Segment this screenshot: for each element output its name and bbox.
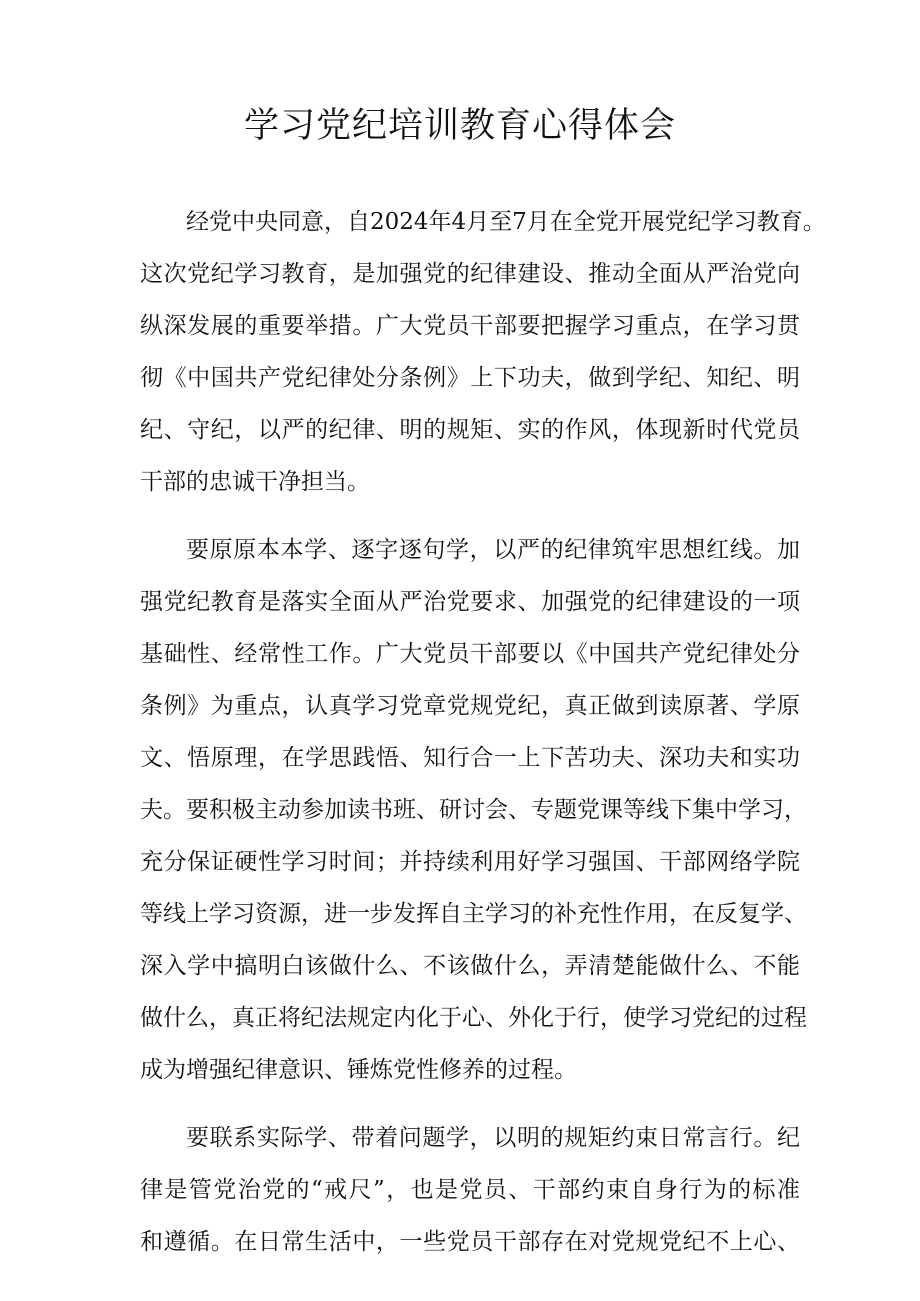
paragraph-line: 基础性、经常性工作。广大党员干部要以《中国共产党纪律处分: [140, 641, 800, 667]
paragraph-line: 等线上学习资源，进一步发挥自主学习的补充性作用，在反复学、: [140, 901, 807, 927]
paragraph-line: 文、悟原理，在学思践悟、知行合一上下苦功夫、深功夫和实功: [140, 745, 800, 771]
paragraph-line: 做什么，真正将纪法规定内化于心、外化于行，使学习党纪的过程: [140, 1005, 807, 1031]
paragraph-line: 深入学中搞明白该做什么、不该做什么，弄清楚能做什么、不能: [140, 953, 800, 979]
paragraph-line: 律是管党治党的“戒尺”，也是党员、干部约束自身行为的标准: [140, 1177, 800, 1203]
paragraph-line: 彻《中国共产党纪律处分条例》上下功夫，做到学纪、知纪、明: [140, 365, 800, 391]
paragraph-line: 纵深发展的重要举措。广大党员干部要把握学习重点，在学习贯: [140, 313, 800, 339]
paragraph-line: 纪、守纪，以严的纪律、明的规矩、实的作风，体现新时代党员: [140, 417, 800, 443]
paragraph-line: 成为增强纪律意识、锤炼党性修养的过程。: [140, 1057, 577, 1083]
paragraph-2: [140, 524, 807, 1096]
paragraph-1: [140, 196, 826, 508]
paragraph-line: 要原原本本学、逐字逐句学，以严的纪律筑牢思想红线。加: [186, 537, 800, 563]
paragraph-line: 充分保证硬性学习时间；并持续利用好学习强国、干部网络学院: [140, 849, 800, 875]
paragraph-line: 夫。要积极主动参加读书班、研讨会、专题党课等线下集中学习，: [140, 797, 807, 823]
paragraph-line: 条例》为重点，认真学习党章党规党纪，真正做到读原著、学原: [140, 693, 800, 719]
paragraph-3: [140, 1112, 800, 1268]
paragraph-line: 经党中央同意，自2024年4月至7月在全党开展党纪学习教育。: [186, 209, 826, 235]
paragraph-line: 要联系实际学、带着问题学，以明的规矩约束日常言行。纪: [186, 1125, 800, 1151]
paragraph-line: 和遵循。在日常生活中，一些党员干部存在对党规党纪不上心、: [140, 1229, 800, 1255]
paragraph-line: 这次党纪学习教育，是加强党的纪律建设、推动全面从严治党向: [140, 261, 800, 287]
document-title: 学习党纪培训教育心得体会: [243, 106, 676, 146]
paragraph-line: 强党纪教育是落实全面从严治党要求、加强党的纪律建设的一项: [140, 589, 800, 615]
paragraph-line: 干部的忠诚干净担当。: [140, 469, 370, 495]
document-body: [140, 196, 826, 1284]
